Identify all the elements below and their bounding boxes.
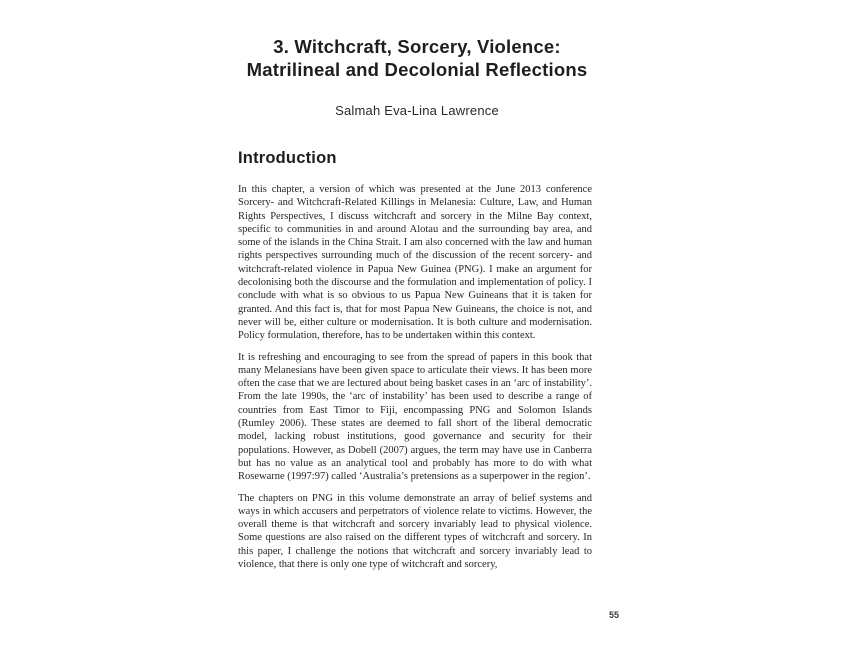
chapter-title <box>247 35 588 81</box>
paragraph-1: In this chapter, a version of which was presented at the June 2013 conference Sorcery- and Witchcraft-Related Killings in Melanesia: Culture, Law, and Human Rights Perspectives, I discuss witchcraft and sorcery in the Milne Bay context, specific to communities in and around Alotau and the surrounding bay area, and some of the islands in the China Strait. I am also concerned with the law and human rights perspectives surrounding much of the discussion of the recent sorcery- and witchcraft-related violence in Papua New Guinea (PNG). I make an argument for decolonising both the discourse and the formulation and implementation of policy. I conclude with what is so obvious to us Papua New Guineans that it is taken for granted. And this fact is, that for most Papua New Guineans, the choice is not, and never will be, either culture or modernisation. It is both culture and modernisation. Policy formulation, therefore, has to be undertaken within this context. <box>238 184 592 342</box>
paragraph-3: The chapters on PNG in this volume demonstrate an array of belief systems and ways in which accusers and perpetrators of violence relate to victims. However, the overall theme is that witchcraft and sorcery invariably lead to physical violence. Some questions are also raised on the different types of witchcraft and sorcery. In this paper, I challenge the notions that witchcraft and sorcery invariably lead to violence, that there is only one type of witchcraft and sorcery, <box>238 492 592 571</box>
page-number: 55 <box>609 610 620 620</box>
section-heading: Introduction <box>238 149 337 167</box>
chapter-title-line2: Matrilineal and Decolonial Reflections <box>246 59 588 80</box>
paragraph-2: It is refreshing and encouraging to see from the spread of papers in this book that many Melanesians have been given space to articulate their views. It has been more often the case that we are lectured about being basket cases in an ‘arc of instability’. From the late 1990s, the ‘arc of instability’ has been used to describe a range of countries from East Timor to Fiji, encompassing PNG and Solomon Islands (Rumley 2006). These states are deemed to fall short of the liberal democratic model, lacking robust institutions, good governance and security for their populations. However, as Dobell (2007) argues, the term may have use in Canberra but has no value as an analytical tool and probably has more to do with what Rosewarne (1997:97) called ‘Australia’s pretensions as a superpower in the region’. <box>238 351 592 483</box>
author-name: Salmah Eva-Lina Lawrence <box>335 103 499 118</box>
page-content <box>238 149 592 579</box>
chapter-title-line1: 3. Witchcraft, Sorcery, Violence: <box>273 36 561 57</box>
